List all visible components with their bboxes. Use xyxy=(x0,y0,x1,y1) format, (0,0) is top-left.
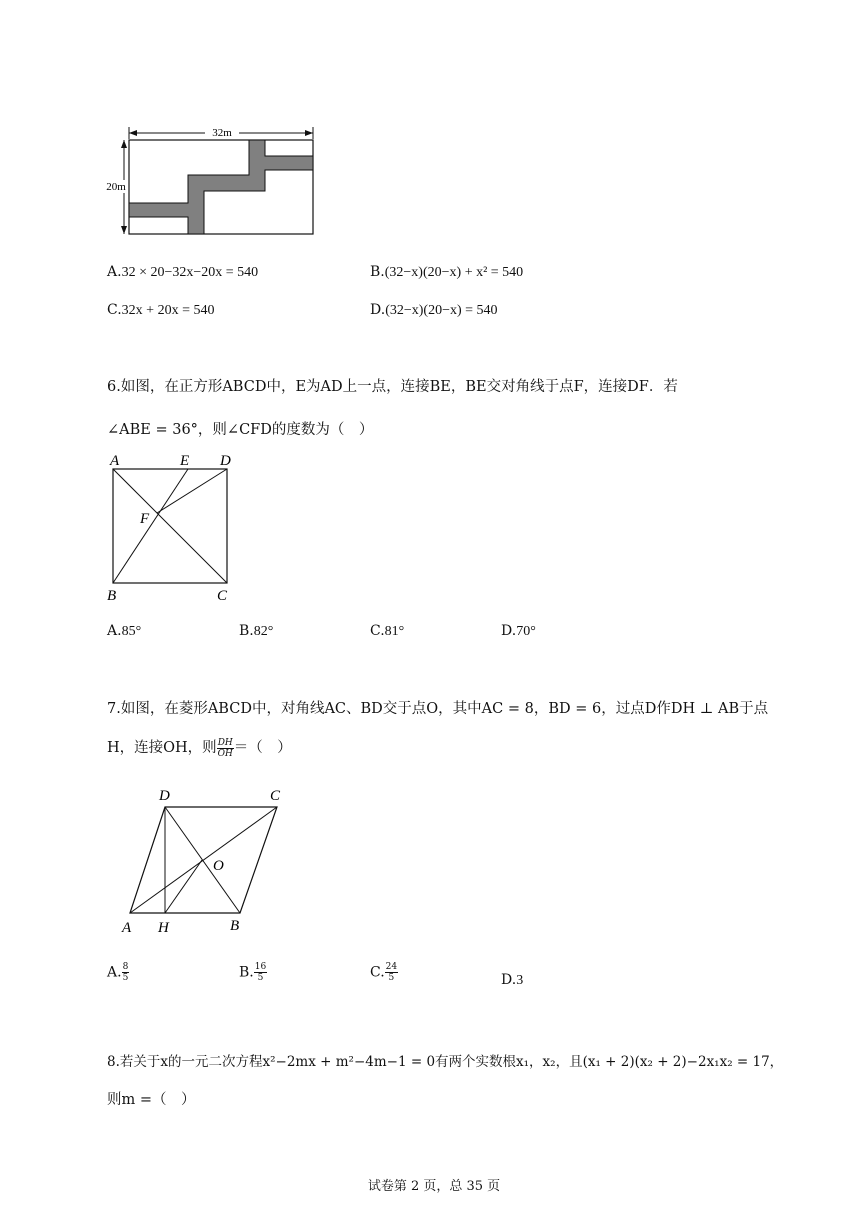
q7-label-b: B xyxy=(230,918,240,934)
q7-option-d[interactable]: D.3 xyxy=(501,972,524,988)
q7-label-d: D xyxy=(159,788,170,804)
q5-option-c[interactable]: C.32x + 20x = 540 xyxy=(107,302,215,318)
q6-line1: 6.如图，在正方形ABCD中，E为AD上一点，连接BE，BE交对角线于点F，连接DF．若 xyxy=(107,379,678,395)
q6-option-d[interactable]: D.70° xyxy=(501,623,536,639)
q7-line2: H，连接OH，则 $\frac{DH}{OH}$ ＝（ ） xyxy=(107,737,292,759)
q8-line2: 则m =（ ） xyxy=(107,1092,196,1108)
q6-label-f: F xyxy=(140,511,150,527)
q6-label-d: D xyxy=(220,453,231,469)
page-footer: 试卷第 2 页，总 35 页 xyxy=(367,1179,501,1194)
q6-figure xyxy=(100,448,250,606)
q8-line1: 8.若关于x的一元二次方程x²−2mx + m²−4m−1 = 0有两个实数根x₁，x₂，且(x₁ + 2)(x₂ + 2)−2x₁x₂ = 17， xyxy=(107,1054,784,1070)
q5-option-d[interactable]: D.(32−x)(20−x) = 540 xyxy=(370,302,498,318)
q5-figure xyxy=(100,122,330,242)
q6-label-e: E xyxy=(180,453,190,469)
q5-width-label: 32m xyxy=(212,127,232,139)
q6-label-c: C xyxy=(217,588,228,604)
q5-height-label: 20m xyxy=(106,181,126,193)
q5-option-a[interactable]: A.32 × 20−32x−20x = 540 xyxy=(107,264,259,280)
q7-label-h: H xyxy=(158,920,169,936)
q6-option-b[interactable]: B.82° xyxy=(239,623,274,639)
q7-line1: 7.如图，在菱形ABCD中，对角线AC、BD交于点O，其中AC = 8，BD = 6，过点D作DH ⊥ AB于点 xyxy=(107,701,769,717)
q6-option-c[interactable]: C.81° xyxy=(370,623,405,639)
q6-line2: ∠ABE = 36°，则∠CFD的度数为（ ） xyxy=(107,422,374,438)
q7-option-a[interactable]: A. $\frac{8}{5}$ xyxy=(107,962,129,983)
q6-label-a: A xyxy=(110,453,120,469)
q7-label-a: A xyxy=(122,920,132,936)
q7-option-c[interactable]: C. $\frac{24}{5}$ xyxy=(370,962,398,983)
q7-fraction: $\frac{DH}{OH}$ xyxy=(217,737,233,759)
q7-figure xyxy=(110,780,300,940)
q7-label-c: C xyxy=(270,788,281,804)
q6-label-b: B xyxy=(107,588,117,604)
q7-label-o: O xyxy=(213,858,224,874)
q7-option-b[interactable]: B. $\frac{16}{5}$ xyxy=(239,962,267,983)
q6-option-a[interactable]: A.85° xyxy=(107,623,142,639)
q5-option-b[interactable]: B.(32−x)(20−x) + x² = 540 xyxy=(370,264,524,280)
